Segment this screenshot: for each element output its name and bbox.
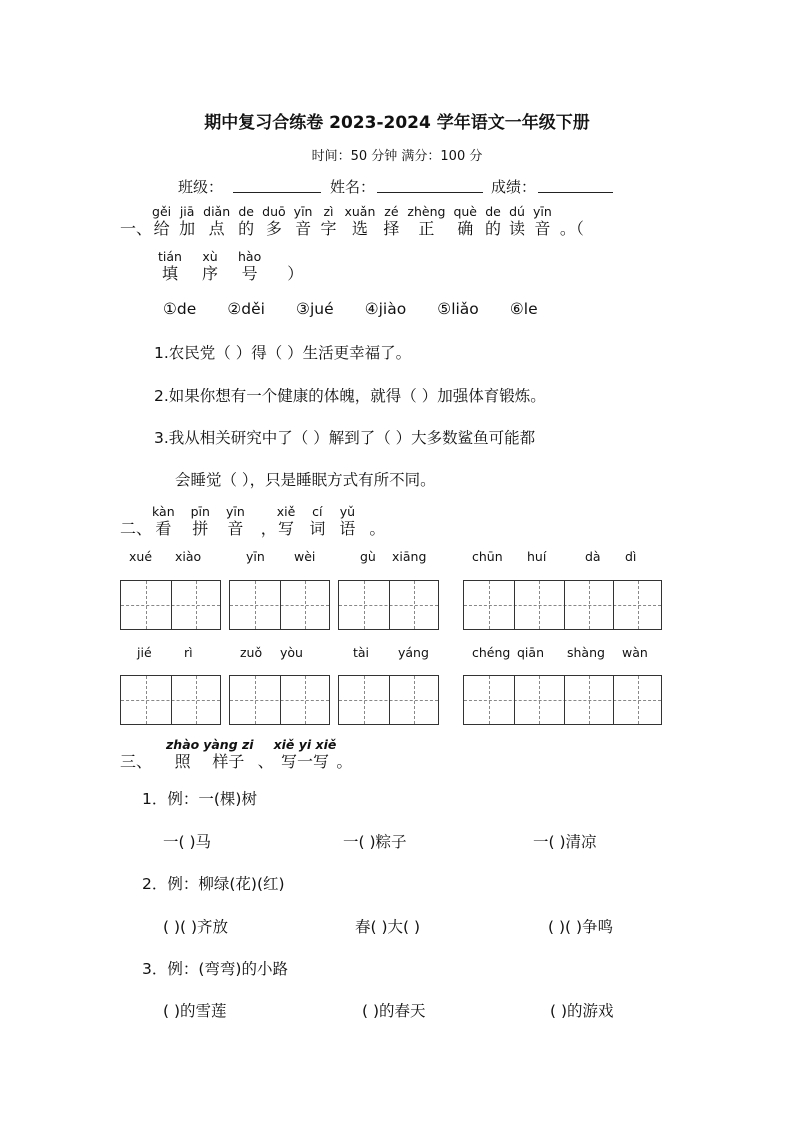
pinyin: wàn xyxy=(622,645,648,660)
hanzi: 字 xyxy=(320,219,337,238)
section3-ruby-text-2 xyxy=(274,738,337,772)
hanzi: 读 xyxy=(509,219,526,238)
hanzi: 写一写 xyxy=(280,752,329,771)
hanzi: 音 xyxy=(295,219,312,238)
pinyin-char xyxy=(238,250,261,284)
example-1-label: 1．例：一(棵)树 xyxy=(142,790,257,808)
pinyin-char xyxy=(166,738,199,772)
pinyin: xiào xyxy=(175,549,202,564)
ex1-item-1: 一( )马 xyxy=(163,833,212,851)
pinyin: xué xyxy=(129,549,153,564)
pinyin-char xyxy=(383,205,399,239)
pinyin: yǔ xyxy=(339,504,356,519)
pinyin: yīn xyxy=(246,549,265,564)
option-5: ⑤liǎo xyxy=(437,300,479,318)
pinyin-char xyxy=(294,205,313,239)
pinyin-char xyxy=(203,205,230,239)
score-label: 成绩： xyxy=(491,178,537,196)
question-1: 1.农民党（ ）得（ ）生活更幸福了。 xyxy=(154,344,412,362)
pinyin: xù xyxy=(202,249,218,264)
section2-ruby-text-2 xyxy=(277,505,370,539)
section3-heading xyxy=(120,738,352,772)
option-4: ④jiào xyxy=(364,300,407,318)
option-2: ②děi xyxy=(227,300,265,318)
pinyin: chūn xyxy=(472,549,503,564)
section1-ruby-text-2 xyxy=(158,250,281,284)
pinyin-options xyxy=(163,299,564,318)
hanzi: 加 xyxy=(179,219,196,238)
section1-number: 一、 xyxy=(120,219,153,238)
option-6: ⑥le xyxy=(509,300,538,318)
writing-grid-4[interactable] xyxy=(463,580,662,630)
option-3: ③jué xyxy=(296,300,334,318)
pinyin: duō xyxy=(262,204,286,219)
section1-heading xyxy=(120,205,584,239)
pinyin: zì xyxy=(323,204,334,219)
pinyin: yáng xyxy=(398,645,429,660)
name-label: 姓名： xyxy=(330,178,376,196)
pinyin-char xyxy=(262,205,286,239)
section1-heading-line2 xyxy=(158,250,303,284)
hanzi: 多 xyxy=(265,219,282,238)
ex3-item-3: ( )的游戏 xyxy=(550,1002,614,1020)
pinyin: rì xyxy=(184,645,193,660)
writing-grid[interactable] xyxy=(338,675,439,725)
class-blank[interactable] xyxy=(233,176,321,193)
section1-ruby-text xyxy=(152,205,560,239)
pinyin: zhào xyxy=(166,737,200,752)
pinyin-char xyxy=(179,205,195,239)
pinyin: yīn xyxy=(293,204,313,219)
example-3-label: 3．例：(弯弯)的小路 xyxy=(142,960,288,978)
pinyin-char xyxy=(344,205,375,239)
hanzi: 的 xyxy=(485,219,502,238)
pinyin: qiān xyxy=(517,645,544,660)
pinyin: dú xyxy=(509,204,525,219)
pinyin-char xyxy=(191,505,210,539)
pinyin: tián xyxy=(158,249,182,264)
hanzi: 填 xyxy=(161,264,178,283)
question-3-cont: 会睡觉（ ），只是睡眠方式有所不同。 xyxy=(175,471,436,489)
hanzi: 音 xyxy=(534,219,551,238)
section3-ruby-text xyxy=(166,738,258,772)
pinyin-char xyxy=(509,205,525,239)
pinyin-char xyxy=(407,205,445,239)
hanzi: 写 xyxy=(278,519,295,538)
pinyin: yīn xyxy=(533,204,552,219)
pinyin: jié xyxy=(137,645,152,660)
hanzi: 点 xyxy=(208,219,225,238)
pinyin-char xyxy=(226,505,245,539)
pinyin: chéng xyxy=(472,645,511,660)
pinyin-char xyxy=(320,205,336,239)
pinyin: què xyxy=(453,204,477,219)
option-1: ①de xyxy=(163,300,197,318)
hanzi: 序 xyxy=(201,264,218,283)
pinyin-char xyxy=(309,505,325,539)
pinyin: gù xyxy=(360,549,376,564)
hanzi: 词 xyxy=(309,519,326,538)
pinyin: gěi xyxy=(152,204,172,219)
writing-grid[interactable] xyxy=(229,675,330,725)
pinyin: zuǒ xyxy=(240,645,263,660)
pinyin: shàng xyxy=(567,645,605,660)
pinyin-row-1 xyxy=(0,549,794,565)
question-2: 2.如果你想有一个健康的体魄，就得（ ）加强体育锻炼。 xyxy=(154,387,546,405)
writing-grid[interactable] xyxy=(120,675,221,725)
hanzi: 号 xyxy=(241,264,258,283)
ex3-item-1: ( )的雪莲 xyxy=(163,1002,227,1020)
example-2-label: 2．例：柳绿(花)(红) xyxy=(142,875,285,893)
pinyin: kàn xyxy=(152,504,175,519)
section1-tail2: ） xyxy=(287,264,304,283)
pinyin-char xyxy=(274,738,337,772)
hanzi: 拼 xyxy=(192,519,209,538)
hanzi: 样子 xyxy=(212,752,245,771)
pinyin: xiě xyxy=(276,504,296,519)
ex2-item-3: ( )( )争鸣 xyxy=(548,918,614,936)
section2-heading xyxy=(120,505,385,539)
section3-number: 三、 xyxy=(120,752,153,771)
hanzi: 语 xyxy=(339,519,356,538)
pinyin: de xyxy=(238,204,254,219)
pinyin-char xyxy=(339,505,355,539)
pinyin: xuǎn xyxy=(344,204,376,219)
writing-grid[interactable] xyxy=(338,580,439,630)
pinyin-char xyxy=(453,205,477,239)
section2-ruby-text xyxy=(152,505,261,539)
page-title: 期中复习合练卷 2023-2024 学年语文一年级下册 xyxy=(204,113,590,133)
pinyin: dà xyxy=(585,549,601,564)
pinyin-char xyxy=(533,205,552,239)
exam-time-score: 时间：50 分钟 满分：100 分 xyxy=(311,149,483,164)
hanzi: 择 xyxy=(383,219,400,238)
pinyin: wèi xyxy=(294,549,316,564)
pinyin: dì xyxy=(625,549,637,564)
section1-tail: 。（ xyxy=(559,219,584,238)
score-blank[interactable] xyxy=(538,176,613,193)
pinyin: yòu xyxy=(280,645,303,660)
section3-sep: 、 xyxy=(257,752,274,771)
ex2-item-2: 春( )大( ) xyxy=(355,918,421,936)
pinyin: hào xyxy=(237,249,262,264)
class-label: 班级： xyxy=(178,178,224,196)
pinyin: cí xyxy=(312,504,323,519)
hanzi: 音 xyxy=(227,519,244,538)
hanzi: 确 xyxy=(457,219,474,238)
pinyin: yīn xyxy=(225,504,245,519)
writing-grid-4[interactable] xyxy=(463,675,662,725)
pinyin: xiāng xyxy=(392,549,427,564)
pinyin: huí xyxy=(527,549,547,564)
pinyin-char xyxy=(485,205,501,239)
pinyin: de xyxy=(485,204,501,219)
pinyin-char xyxy=(277,505,296,539)
writing-grid[interactable] xyxy=(229,580,330,630)
pinyin: xiě yi xiě xyxy=(273,737,337,752)
pinyin: tài xyxy=(353,645,370,660)
ex1-item-3: 一( )清凉 xyxy=(533,833,597,851)
writing-grid[interactable] xyxy=(120,580,221,630)
hanzi: 看 xyxy=(155,519,172,538)
pinyin-char xyxy=(202,250,218,284)
pinyin: yàng zi xyxy=(203,737,254,752)
pinyin: zé xyxy=(384,204,399,219)
pinyin-char xyxy=(238,205,254,239)
hanzi: 选 xyxy=(351,219,368,238)
hanzi: 的 xyxy=(238,219,255,238)
pinyin-row-2 xyxy=(0,645,794,661)
section2-comma: ， xyxy=(260,519,277,538)
ex2-item-1: ( )( )齐放 xyxy=(163,918,229,936)
pinyin-char xyxy=(203,738,253,772)
pinyin: jiā xyxy=(179,204,195,219)
question-3: 3.我从相关研究中了（ ）解到了（ ）大多数鲨鱼可能都 xyxy=(154,429,536,447)
hanzi: 正 xyxy=(418,219,435,238)
ex1-item-2: 一( )粽子 xyxy=(343,833,407,851)
name-blank[interactable] xyxy=(377,176,483,193)
section2-number: 二、 xyxy=(120,519,153,538)
pinyin: zhèng xyxy=(407,204,446,219)
ex3-item-2: ( )的春天 xyxy=(362,1002,426,1020)
hanzi: 给 xyxy=(153,219,170,238)
pinyin-char xyxy=(158,250,182,284)
pinyin: pīn xyxy=(190,504,210,519)
hanzi: 照 xyxy=(174,752,191,771)
pinyin-char xyxy=(152,205,171,239)
section3-tail: 。 xyxy=(336,752,353,771)
pinyin-char xyxy=(152,505,175,539)
pinyin: diǎn xyxy=(203,204,231,219)
section2-tail: 。 xyxy=(369,519,386,538)
